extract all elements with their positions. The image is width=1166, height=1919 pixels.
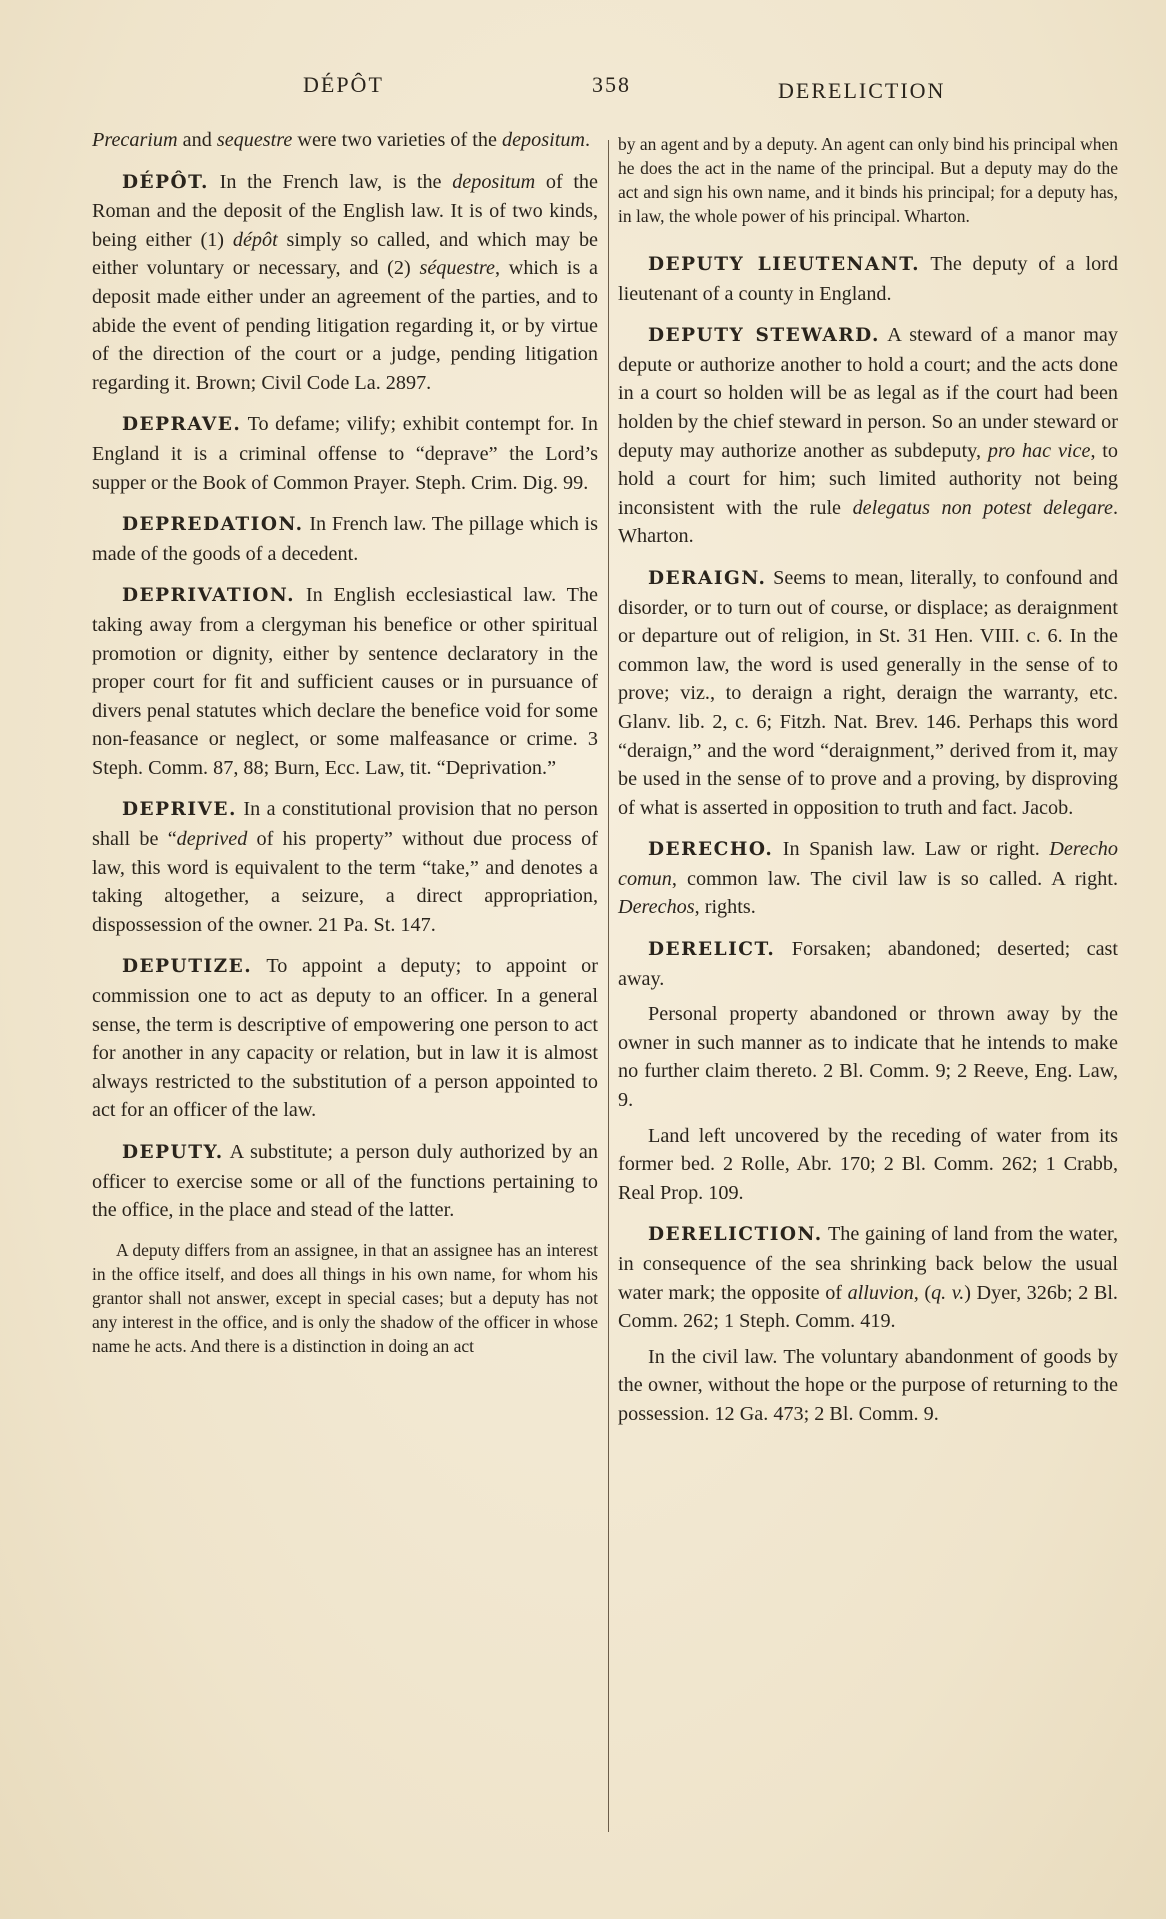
dictionary-entry — [618, 321, 1118, 551]
italic-term: depositum — [452, 170, 536, 193]
entry-text: , which is a deposit made either under an agreement of the parties, and to abide the event of pending litigation regarding it, or by virtue of the direction of the court or a judge, pending litigation regarding it. Brown; Civil Code La. 2897. — [92, 257, 598, 394]
entry-text: of his property” without due process of law, this word is equivalent to the term “take,” and denotes a taking altogether, a seizure, a direct appropriation, dispossession of the owner. 21 Pa. St. 147. — [92, 828, 598, 936]
left-column — [92, 126, 598, 1368]
italic-term: dépôt — [232, 228, 278, 251]
entry-text: Land left uncovered by the receding of water from its former bed. 2 Rolle, Abr. 170; 2 Bl. Comm. 262; 1 Crabb, Real Prop. 109. — [618, 1124, 1118, 1204]
italic-term: Derechos — [618, 896, 695, 919]
dictionary-entry — [618, 1343, 1118, 1429]
entry-headword: DEPUTY LIEUTENANT. — [648, 254, 921, 275]
entry-text: A steward of a manor may depute or authorize another to hold a court; and the acts done in a court so holden will be as legal as if the court had been holden by the chief steward in person. So an under steward or deputy may authorize another as subdeputy, — [618, 324, 1118, 462]
entry-text: In French law. The pillage which is made of the goods of a decedent. — [92, 513, 598, 565]
italic-term: séquestre — [419, 257, 495, 280]
entry-text: Personal property abandoned or thrown away by the owner in such manner as to indicate that he intends to make no further claim thereto. 2 Bl. Comm. 9; 2 Reeve, Eng. Law, 9. — [618, 1003, 1118, 1112]
column-divider — [608, 140, 609, 1832]
header-left-guideword: DÉPÔT — [303, 72, 384, 97]
entry-text: ) Dyer, 326b; 2 Bl. Comm. 262; 1 Steph. Comm. 419. — [618, 1281, 1118, 1333]
entry-text: of the Roman and the deposit of the English law. It is of two kinds, being either (1) — [92, 170, 598, 251]
dictionary-entry — [92, 168, 598, 398]
italic-term: depositum — [502, 129, 585, 151]
dictionary-entry — [618, 132, 1118, 228]
dictionary-entry — [618, 1122, 1118, 1208]
entry-text: . Wharton. — [618, 496, 1118, 548]
italic-term: sequestre — [216, 129, 293, 151]
dictionary-entry — [92, 126, 598, 155]
entry-headword: DERELICT. — [648, 939, 776, 961]
entry-headword: DEPUTIZE. — [122, 956, 253, 978]
dictionary-entry — [92, 795, 598, 939]
dictionary-entry — [618, 935, 1118, 993]
entry-text: In English ecclesiastical law. The taking away from a clergyman his benefice or other spiritual promotion or dignity, either by sentence declaratory in the proper court for fit and sufficient causes or in pursuance of divers penal statutes which declare the benefice void for some non-feasance or neglect, or some malfeasance or crime. 3 Steph. Comm. 87, 88; Burn, Ecc. Law, tit. “Deprivation.” — [92, 584, 598, 779]
entry-headword: DÉPÔT. — [122, 171, 209, 193]
entry-headword: DEPRAVE. — [122, 414, 242, 436]
dictionary-entry — [618, 564, 1118, 822]
entry-text: Seems to mean, literally, to confound and disorder, or to turn out of course, or displace; as deraignment or departure out of religion, in St. 31 Hen. VIII. c. 6. In the common law, the word is used generally in the sense of to prove; viz., to deraign a right, deraign the warranty, etc. Glanv. lib. 2, c. 6; Fitzh. Nat. Brev. 146. Perhaps this word “deraign,” and the word “deraignment,” derived from it, may be used in the sense of to prove and a proving, by disproving of what is asserted in opposition to truth and fact. Jacob. — [618, 566, 1118, 819]
entry-text: To appoint a deputy; to appoint or commission one to act as deputy to an officer. In a general sense, the term is descriptive of empowering one person to act for another in any capacity or relation, but in law it is almost always restricted to the substitution of a person appointed to act for an officer of the law. — [92, 955, 598, 1122]
dictionary-entry — [92, 581, 598, 782]
italic-term: q. v. — [931, 1281, 965, 1304]
entry-text: A substitute; a person duly authorized by an officer to exercise some or all of the functions pertaining to the office, in the place and stead of the latter. — [92, 1141, 598, 1222]
entry-text: In the civil law. The voluntary abandonment of goods by the owner, without the hope or the purpose of returning to the possession. 12 Ga. 473; 2 Bl. Comm. 9. — [618, 1345, 1118, 1425]
italic-term: alluvion — [847, 1281, 914, 1304]
entry-headword: DEPUTY. — [122, 1142, 224, 1163]
entry-text: To defame; vilify; exhibit contempt for. In England it is a criminal offense to “deprave” the Lord’s supper or the Book of Common Prayer. Steph. Crim. Dig. 99. — [92, 413, 598, 494]
dictionary-entry — [92, 1238, 598, 1358]
running-header — [0, 66, 1166, 106]
entry-text: In the French law, is the — [209, 170, 453, 193]
entry-text: In a constitutional provision that no person shall be “ — [92, 798, 598, 851]
entry-text: A deputy differs from an assignee, in that an assignee has an interest in the office itself, and does all things in his own name, for whom his grantor shall not answer, except in special cases; but a deputy has not any interest in the office, and is only the shadow of the officer in whose name he acts. And there is a distinction in doing an act — [92, 1239, 598, 1356]
entry-headword: DERAIGN. — [648, 567, 767, 589]
dictionary-entry — [92, 952, 598, 1125]
entry-text: , to hold a court for him; such limited authority not being inconsistent with the rule — [618, 439, 1119, 519]
entry-text: by an agent and by a deputy. An agent can only bind his principal when he does the act in the name of the principal. But a deputy may do the act and sign his own name, and it binds his principal; for a deputy has, in law, the whole power of his principal. Wharton. — [618, 134, 1118, 226]
dictionary-entry — [618, 835, 1118, 922]
page-number: 358 — [592, 72, 631, 97]
entry-headword: DEPRIVATION. — [122, 585, 296, 607]
entry-text: The gaining of land from the water, in consequence of the sea shrinking back below the usual water mark; the opposite of — [618, 1223, 1118, 1304]
dictionary-entry — [618, 250, 1118, 308]
entry-headword: DEPUTY STEWARD. — [648, 325, 880, 347]
header-right-guideword: DERELICTION — [778, 78, 946, 103]
italic-term: pro hac vice — [987, 439, 1091, 462]
entry-headword: DEPRIVE. — [122, 799, 237, 821]
entry-text: , ( — [913, 1281, 932, 1304]
dictionary-entry — [92, 510, 598, 568]
dictionary-entry — [618, 1220, 1118, 1335]
entry-text: , common law. The civil law is so called. A right. — [671, 867, 1118, 890]
entry-headword: DERELICTION. — [648, 1224, 823, 1246]
italic-term: Precarium — [92, 129, 178, 151]
dictionary-entry — [618, 1000, 1118, 1114]
italic-term: Derecho comun — [618, 838, 1118, 890]
entry-text: . — [585, 129, 591, 151]
entry-headword: DERECHO. — [648, 839, 774, 861]
entry-text: , rights. — [694, 896, 756, 919]
italic-term: deprived — [176, 828, 248, 851]
dictionary-entry — [92, 410, 598, 497]
entry-headword: DEPREDATION. — [122, 514, 304, 536]
entry-text: In Spanish law. Law or right. — [773, 838, 1050, 861]
entry-text: Forsaken; abandoned; deserted; cast away. — [618, 938, 1118, 990]
right-column — [618, 132, 1118, 1442]
dictionary-entry — [92, 1138, 598, 1225]
entry-text: The deputy of a lord lieutenant of a county in England. — [618, 253, 1118, 305]
entry-text: simply so called, and which may be either voluntary or necessary, and (2) — [92, 228, 599, 280]
italic-term: delegatus non potest delegare — [852, 496, 1113, 519]
entry-text: and — [177, 129, 217, 151]
entry-text: were two varieties of the — [292, 129, 502, 151]
